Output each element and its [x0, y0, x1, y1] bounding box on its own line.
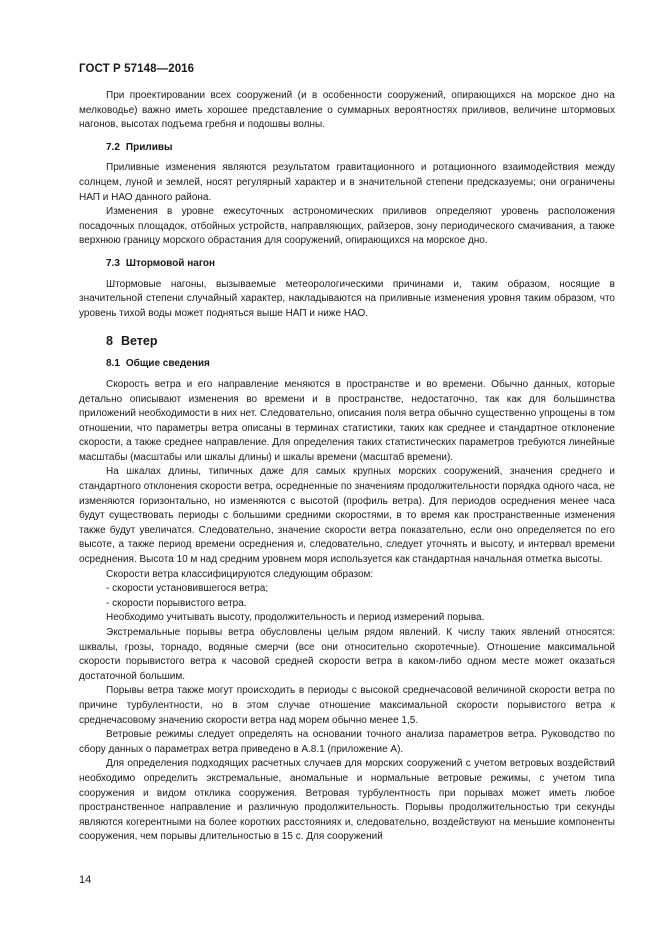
section-number: 7.2 [106, 141, 120, 153]
section-title: Штормовой нагон [125, 257, 216, 269]
section-8-1-paragraph-2: На шкалах длины, типичных даже для самых крупных морских сооружений, значения среднего и стандартного отклонения скорости ветра, осредненные по значениям продолжительности порядка одного часа, не изменяются горизонтально, но изменяются с высотой (профиль ветра). Для периодов осреднения менее часа будут существовать периоды с большими средними скоростями, в то время как пространственные изменения также будут увеличатся. Следовательно, значение скорости ветра показательно, если оно определяется по его высоте, а также период времени осреднения и, следовательно, следует уточнять и высоту, и интервал времени осреднения. Высота 10 м над средним уровнем моря используется как стандартная начальная отметка высоты. [79, 466, 615, 566]
section-7-3-paragraph-1: Штормовые нагоны, вызываемые метеорологическими причинами и, таким образом, носящие в значительной степени случайный характер, накладываются на приливные изменения уровня таким образом, что уровень тихой воды может подняться выше НАП и ниже НАО. [79, 278, 615, 319]
section-7-2-paragraph-1: Приливные изменения являются результатом гравитационного и ротационного взаимодействия между солнцем, луной и землей, носят регулярный характер и в значительной степени предсказуемы; они ограничены НАП и НАО данного района. [79, 162, 615, 203]
section-8-heading [79, 333, 615, 349]
section-title: Ветер [120, 334, 158, 349]
section-8-1-paragraph-3: Скорости ветра классифицируются следующим образом: [106, 568, 374, 580]
section-8-1-paragraph-1: Скорость ветра и его направление меняются в пространстве и во времени. Обычно данных, которые детально описывают изменения во времени и в пространстве, недостаточно, так как для большинства приложений необходимости в них нет. Следовательно, описания поля ветра обычно существенно упрощены в том отношении, что параметры ветра описаны в терминах статистики, таких как среднее и стандартное отклонение скорости, а также среднее направление. Для определения таких статистических параметров требуются линейные масштабы (масштабы или шкалы длины) и шкалы времени (масштаб времени). [79, 378, 615, 463]
intro-paragraph: При проектировании всех сооружений (и в особенности сооружений, опирающихся на морское дно на мелководье) важно иметь хорошее представление о суммарных вероятностях приливов, величине штормовых нагонов, высотах подъема гребня и подошвы волны. [79, 90, 615, 131]
section-8-1-paragraph-4: Необходимо учитывать высоту, продолжительность и период измерений порыва. [106, 612, 485, 624]
section-8-1-paragraph-8: Для определения подходящих расчетных случаев для морских сооружений с учетом ветровых воздействий необходимо определить экстремальные, аномальные и нормальные ветровые режимы, с учетом типа сооружения и видом отклика сооружения. Ветровая турбулентность при порывах может иметь любое пространственное направление и различную продолжительность. Порывы продолжительностью три секунды являются когерентными на более коротких расстояниях и, следовательно, воздействуют на меньшие компоненты сооружения, чем порывы длительностью в 15 с. Для сооружений [79, 758, 615, 843]
page-number: 14 [79, 874, 92, 886]
section-7-3-heading [79, 257, 615, 272]
section-title: Приливы [125, 141, 173, 153]
section-number: 8.1 [106, 358, 120, 370]
section-number: 8 [106, 334, 113, 349]
page-content [79, 89, 615, 845]
section-8-1-paragraph-5: Экстремальные порывы ветра обусловлены целым рядом явлений. К числу таких явлений относятся: шквалы, грозы, торнадо, водяные смерчи (все они относительно скоротечные). Отношение максимальной скорости порывистого ветра к часовой средней скорости ветра в каком-либо одном месте может оказаться достаточной большим. [79, 627, 615, 682]
section-title: Общие сведения [125, 358, 210, 370]
list-item: - скорости порывистого ветра. [106, 597, 247, 609]
list-item: - скорости установившегося ветра; [106, 583, 269, 595]
section-8-1-heading [79, 357, 615, 372]
section-8-1-paragraph-6: Порывы ветра также могут происходить в периоды с высокой среднечасовой величиной скорости ветра по причине турбулентности, но в этом случае отношение максимальной скорости порывистого ветра к среднечасовому значению скорости ветра над морем обычно менее 1,5. [79, 685, 615, 726]
section-number: 7.3 [106, 257, 120, 269]
section-8-1-paragraph-7: Ветровые режимы следует определять на основании точного анализа параметров ветра. Руководство по сбору данных о параметрах ветра приведено в А.8.1 (приложение А). [79, 729, 615, 755]
section-7-2-heading [79, 141, 615, 156]
document-header: ГОСТ Р 57148—2016 [79, 63, 195, 75]
section-7-2-paragraph-2: Изменения в уровне ежесуточных астрономических приливов определяют уровень расположения посадочных площадок, отбойных устройств, направляющих, райзеров, зону периодического смачивания, а также верхнюю границу морского обрастания для сооружений, опирающихся на морское дно. [79, 206, 615, 247]
